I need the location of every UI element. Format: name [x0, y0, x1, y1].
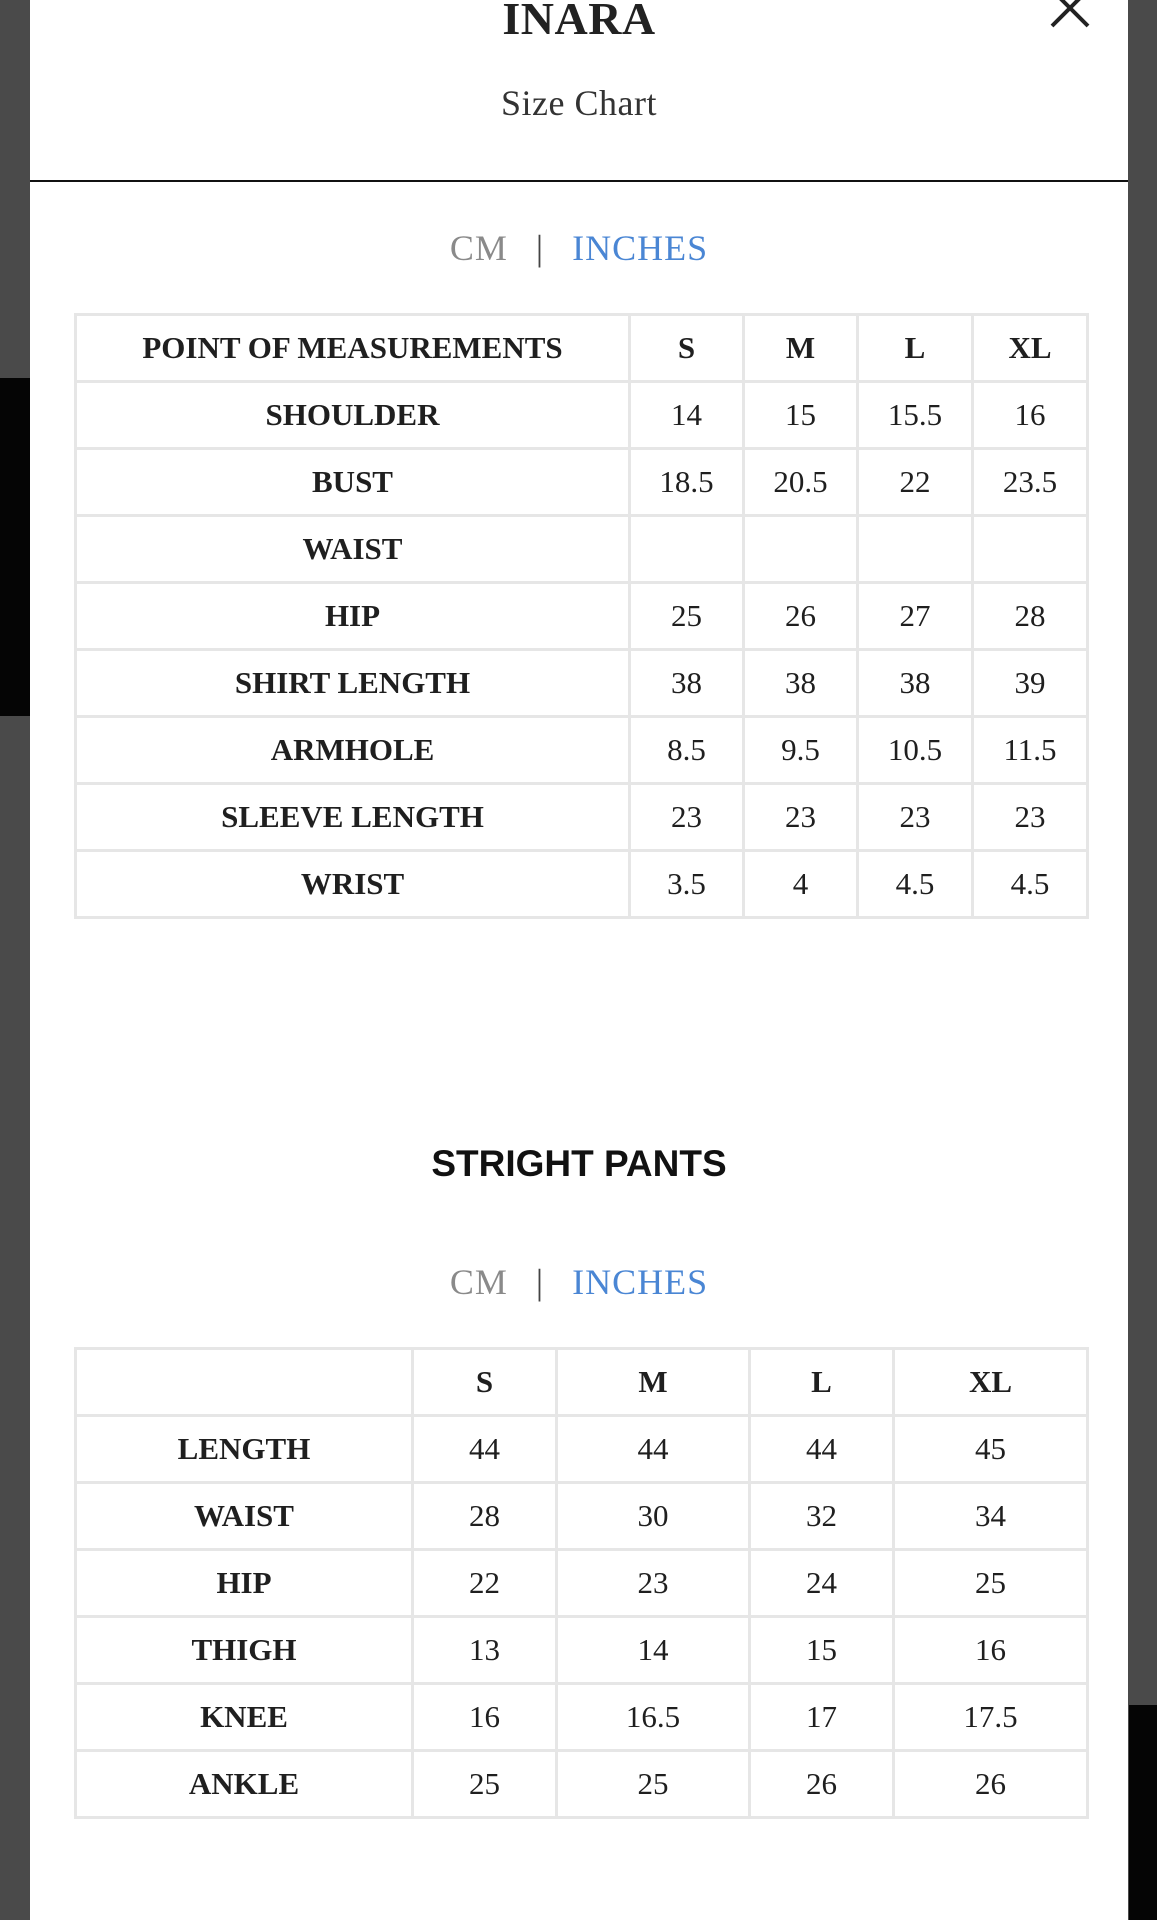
measurement-cell: 28 [413, 1483, 557, 1550]
measurement-cell [973, 516, 1088, 583]
measurement-cell: 44 [413, 1416, 557, 1483]
column-header-size: S [413, 1349, 557, 1416]
measurement-cell: 30 [557, 1483, 750, 1550]
measurement-cell: 23 [557, 1550, 750, 1617]
column-header-label [76, 1349, 413, 1416]
measurement-cell: 38 [630, 650, 744, 717]
column-header-size: M [744, 315, 858, 382]
row-label: WRIST [76, 851, 630, 918]
measurement-cell: 23 [630, 784, 744, 851]
column-header-size: L [858, 315, 973, 382]
unit-cm-button[interactable]: CM [449, 228, 508, 268]
unit-toggle-pants [30, 1261, 1128, 1303]
measurement-cell: 44 [557, 1416, 750, 1483]
row-label: LENGTH [76, 1416, 413, 1483]
row-label: SHOULDER [76, 382, 630, 449]
background-overlay-right [1129, 0, 1157, 1920]
row-label: KNEE [76, 1684, 413, 1751]
measurement-cell: 15 [750, 1617, 894, 1684]
table-row [76, 1550, 1088, 1617]
close-icon[interactable] [1048, 0, 1092, 30]
measurement-cell: 39 [973, 650, 1088, 717]
measurement-cell: 17 [750, 1684, 894, 1751]
table-row [76, 516, 1088, 583]
measurement-cell: 10.5 [858, 717, 973, 784]
row-label: BUST [76, 449, 630, 516]
measurement-cell: 4.5 [973, 851, 1088, 918]
measurement-cell [858, 516, 973, 583]
row-label: THIGH [76, 1617, 413, 1684]
measurement-cell: 11.5 [973, 717, 1088, 784]
pants-size-table [74, 1347, 1089, 1819]
row-label: SHIRT LENGTH [76, 650, 630, 717]
table-header-row [76, 1349, 1088, 1416]
measurement-cell: 24 [750, 1550, 894, 1617]
background-overlay-left [0, 0, 30, 1920]
unit-inches-button[interactable]: INCHES [572, 1262, 709, 1302]
unit-toggle-shirt [30, 227, 1128, 269]
measurement-cell: 32 [750, 1483, 894, 1550]
measurement-cell: 8.5 [630, 717, 744, 784]
column-header-size: L [750, 1349, 894, 1416]
measurement-cell: 15 [744, 382, 858, 449]
measurement-cell: 26 [894, 1751, 1088, 1818]
unit-inches-button[interactable]: INCHES [572, 228, 709, 268]
column-header-size: XL [894, 1349, 1088, 1416]
measurement-cell: 23 [744, 784, 858, 851]
measurement-cell: 15.5 [858, 382, 973, 449]
table-row [76, 1751, 1088, 1818]
measurement-cell: 23 [973, 784, 1088, 851]
column-header-size: M [557, 1349, 750, 1416]
measurement-cell: 4.5 [858, 851, 973, 918]
measurement-cell: 25 [413, 1751, 557, 1818]
table-row [76, 851, 1088, 918]
row-label: ANKLE [76, 1751, 413, 1818]
table-row [76, 784, 1088, 851]
measurement-cell: 20.5 [744, 449, 858, 516]
measurement-cell: 14 [630, 382, 744, 449]
column-header-size: S [630, 315, 744, 382]
measurement-cell: 3.5 [630, 851, 744, 918]
measurement-cell: 44 [750, 1416, 894, 1483]
table-header-row [76, 315, 1088, 382]
measurement-cell: 16 [413, 1684, 557, 1751]
background-dark-band-left [0, 378, 30, 716]
modal-subtitle: Size Chart [501, 83, 657, 123]
column-header-label: POINT OF MEASUREMENTS [76, 315, 630, 382]
table-row [76, 1483, 1088, 1550]
table-row [76, 1684, 1088, 1751]
section-title-pants: STRIGHT PANTS [431, 1143, 727, 1184]
column-header-size: XL [973, 315, 1088, 382]
row-label: HIP [76, 1550, 413, 1617]
table-row [76, 583, 1088, 650]
measurement-cell [744, 516, 858, 583]
measurement-cell: 27 [858, 583, 973, 650]
unit-separator: | [535, 1262, 545, 1302]
measurement-cell [630, 516, 744, 583]
table-row [76, 449, 1088, 516]
measurement-cell: 16 [973, 382, 1088, 449]
table-row [76, 382, 1088, 449]
measurement-cell: 23.5 [973, 449, 1088, 516]
measurement-cell: 9.5 [744, 717, 858, 784]
row-label: WAIST [76, 1483, 413, 1550]
row-label: HIP [76, 583, 630, 650]
measurement-cell: 16 [894, 1617, 1088, 1684]
table-row [76, 1416, 1088, 1483]
measurement-cell: 28 [973, 583, 1088, 650]
table-row [76, 650, 1088, 717]
table-row [76, 717, 1088, 784]
measurement-cell: 25 [630, 583, 744, 650]
measurement-cell: 45 [894, 1416, 1088, 1483]
table-row [76, 1617, 1088, 1684]
background-dark-band-right [1129, 1705, 1157, 1920]
unit-cm-button[interactable]: CM [449, 1262, 508, 1302]
modal-header [30, 0, 1128, 182]
measurement-cell: 26 [750, 1751, 894, 1818]
brand-title: INARA [502, 0, 656, 44]
measurement-cell: 22 [413, 1550, 557, 1617]
row-label: SLEEVE LENGTH [76, 784, 630, 851]
measurement-cell: 14 [557, 1617, 750, 1684]
unit-separator: | [535, 228, 545, 268]
measurement-cell: 17.5 [894, 1684, 1088, 1751]
measurement-cell: 18.5 [630, 449, 744, 516]
shirt-size-table [74, 313, 1089, 919]
measurement-cell: 22 [858, 449, 973, 516]
measurement-cell: 23 [858, 784, 973, 851]
row-label: WAIST [76, 516, 630, 583]
measurement-cell: 25 [894, 1550, 1088, 1617]
measurement-cell: 4 [744, 851, 858, 918]
row-label: ARMHOLE [76, 717, 630, 784]
measurement-cell: 16.5 [557, 1684, 750, 1751]
measurement-cell: 26 [744, 583, 858, 650]
measurement-cell: 13 [413, 1617, 557, 1684]
measurement-cell: 34 [894, 1483, 1088, 1550]
size-chart-modal [30, 0, 1128, 1920]
measurement-cell: 38 [744, 650, 858, 717]
measurement-cell: 25 [557, 1751, 750, 1818]
measurement-cell: 38 [858, 650, 973, 717]
